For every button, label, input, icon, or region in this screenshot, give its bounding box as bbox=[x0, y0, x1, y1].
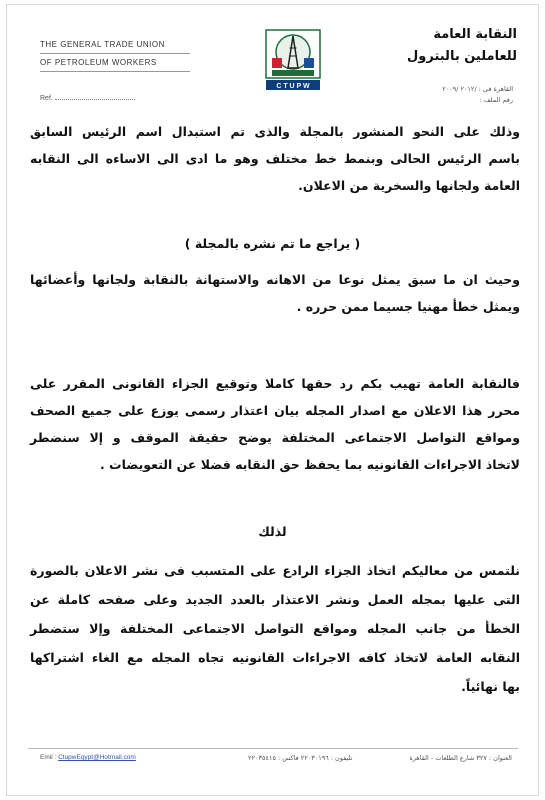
paragraph-line: بها نهائياً. bbox=[461, 679, 520, 694]
paragraph-line: التى عليها بمجله العمل ونشر الاعتذار بالعدد الجديد وعلى صفحه كاملة عن bbox=[30, 592, 520, 607]
paragraph-line: ومواقع التواصل الاجتماعى المختلفة يوضح حقيقة الموقف و إلا سنضطر bbox=[30, 430, 520, 445]
paragraph-line: العامة ولجانها والسخرية من الاعلان. bbox=[298, 178, 520, 193]
header-arabic-line1: النقابة العامة bbox=[433, 27, 517, 42]
header-english-line2: OF PETROLEUM WORKERS bbox=[40, 54, 190, 72]
header-arabic-line2: للعاملين بالبترول bbox=[407, 49, 517, 64]
paragraph-line: وذلك على النحو المنشور بالمجلة والذى تم استبدال اسم الرئيس السابق bbox=[30, 124, 520, 139]
footer-phone: تليفون : ٢٢٠٣٠١٩٦ فاكس : ٢٢٠٣٥٤١٥ bbox=[248, 754, 353, 762]
email-link[interactable]: CtupwEgypt@Hotmail.com bbox=[58, 754, 136, 761]
union-logo-icon bbox=[262, 28, 324, 92]
paragraph-line: النقابه العامة لاتخاذ كافه الاجراءات القانونيه تجاه المجله مع الغاء اشتراكها bbox=[30, 650, 520, 665]
paragraph-line: ويمثل خطأ مهنيا جسيما ممن حرره . bbox=[296, 299, 520, 314]
reference-field bbox=[40, 95, 135, 102]
paragraph-line: نلتمس من معاليكم اتخاذ الجزاء الرادع على المتسبب فى نشر الاعلان بالصورة bbox=[30, 563, 520, 578]
paragraph-1 bbox=[30, 118, 520, 199]
paragraph-line: محرر هذا الاعلان مع اصدار المجله بيان اعتذار رسمى يوزع على جميع الصحف bbox=[30, 403, 520, 418]
email-label: Emil : bbox=[40, 754, 57, 761]
reference-label: Ref. bbox=[40, 95, 53, 102]
paragraph-line: الخطأ من جانب المجله ومواقع التواصل الاجتماعى المختلفة وإلا ستضطر bbox=[30, 621, 520, 636]
header-english bbox=[40, 36, 190, 72]
note-line: ( يراجع ما تم نشره بالمجلة ) bbox=[184, 236, 361, 251]
header-arabic bbox=[367, 24, 517, 68]
paragraph-line: لاتخاذ الاجراءات القانونيه بما يحفظ حق النقابه فضلا عن التعويضات . bbox=[99, 457, 520, 472]
header-english-line1: THE GENERAL TRADE UNION bbox=[40, 36, 190, 54]
letter-footer bbox=[28, 748, 518, 762]
section-heading: لذلك bbox=[258, 524, 287, 539]
date-field: القاهرة فى : /٢٠١٢ /٢٠٠٩ bbox=[442, 85, 513, 93]
paragraph-line: فالنقابة العامة تهيب بكم رد حقها كاملا وتوقيع الجزاء القانونى المقرر على bbox=[30, 376, 520, 391]
footer-email bbox=[40, 754, 136, 761]
logo-text: C T U P W bbox=[276, 83, 310, 90]
paragraph-3 bbox=[30, 370, 520, 478]
paragraph-line: وحيث ان ما سبق يمثل نوعا من الاهانه والاستهانة بالنقابة ولجانها وأعضائها bbox=[30, 272, 520, 287]
paragraph-line: باسم الرئيس الحالى وبنمط خط مختلف وهو ما ادى الى الاساءه الى النقابه bbox=[30, 151, 520, 166]
letter-meta bbox=[442, 84, 513, 106]
paragraph-4 bbox=[30, 556, 520, 701]
paragraph-2 bbox=[30, 266, 520, 320]
file-number-field: رقم الملف : bbox=[479, 96, 513, 104]
footer-address: العنوان : ٣٢٧ شارع الطلعات - القاهرة bbox=[409, 754, 512, 762]
